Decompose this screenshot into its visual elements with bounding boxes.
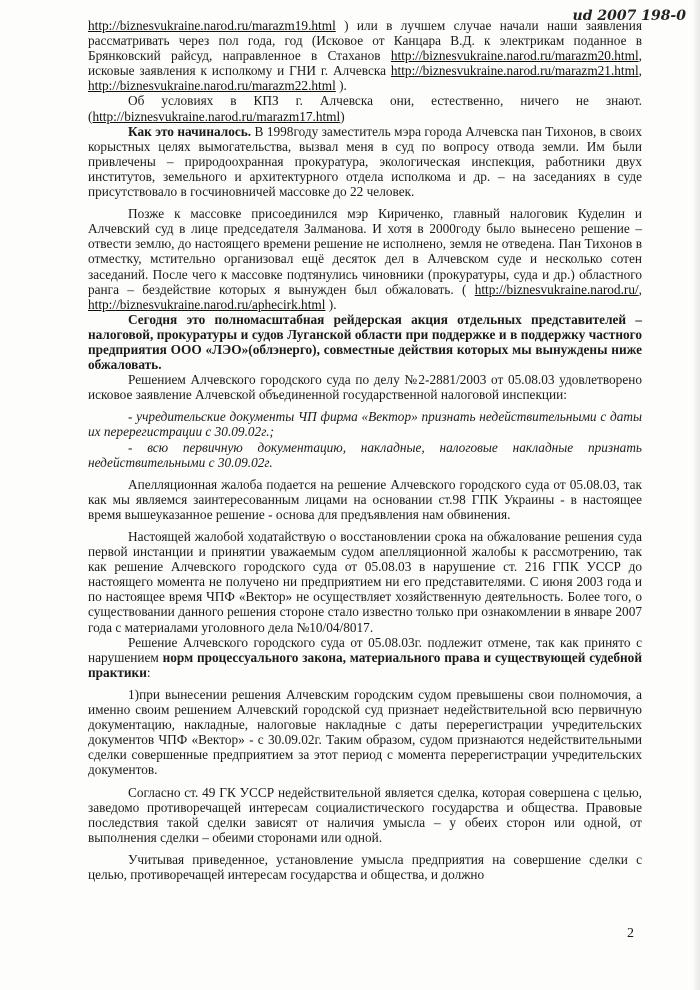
url-link[interactable]: http://biznesvukraine.narod.ru/marazm17.html	[92, 108, 341, 124]
paragraph: http://biznesvukraine.narod.ru/marazm19.html ) или в лучшем случае начали наши заявления рассматривать через пол года, год (Исковое от Канцара В.Д. к электрикам поданное в Брянковский райсуд, направленное в Стаханов http://biznesvukraine.narod.ru/marazm20.html, исковые заявления к исполкому и ГНИ г. Алчевска http://biznesvukraine.narod.ru/marazm21.html, http://biznesvukraine.narod.ru/marazm22.html ).	[88, 18, 642, 94]
section-heading: Как это начиналось.	[128, 123, 252, 139]
document-body	[88, 18, 642, 882]
url-link[interactable]: http://biznesvukraine.narod.ru/aphecirk.html	[88, 296, 326, 312]
page-number: 2	[627, 926, 634, 941]
paragraph: Настоящей жалобой ходатайствую о восстановлении срока на обжалование решения суда первой инстанции и принятии уважаемым судом апелляционной жалобы к рассмотрению, так как решение Алчевского городского суда от 05.08.03 в нарушение ст. 216 ГПК УССР до настоящего момента не получено ни предприятием ни его представителями. С июня 2003 года и по настоящее время ЧПФ «Вектор» не осуществляет хозяйственную деятельность. Более того, о существовании данного решения стороне стало известно только при ознакомлении в январе 2007 года с материалами уголовного дела №10/04/8017.	[88, 529, 642, 635]
url-link[interactable]: http://biznesvukraine.narod.ru/marazm19.html	[88, 18, 336, 33]
paragraph-text: Решение Алчевского городского суда от 05.08.03г. подлежит отмене, так как принято с нарушением	[88, 634, 642, 665]
url-link[interactable]: http://biznesvukraine.narod.ru/marazm20.html	[390, 48, 639, 64]
paragraph: 1)при вынесении решения Алчевским городским судом превышены свои полномочия, а именно своим решением Алчевский городской суд признает недействительной всю первичную документацию, накладные, налоговые накладные с даты перерегистрации учредительских документов ЧПФ «Вектор» - с 30.09.02г. Таким образом, судом признаются недействительными сделки совершенные предприятием за этот период с момента перерегистрации учредительских документов.	[88, 686, 642, 778]
paragraph	[88, 635, 642, 680]
scan-edge-shadow	[692, 0, 700, 990]
paragraph-text: :	[146, 664, 151, 680]
paragraph: Позже к массовке присоединился мэр Кириченко, главный налоговик Куделин и Алчевский суд в лице председателя Залманова. И хотя в 2000году было вынесено решение – отвести землю, до настоящего времени решение не исполнено, земля не отведена. Пан Тихонов в отместку, мстительно организовал ещё десяток дел в Алчевском суде и несколько сотен заседаний. После чего к массовке подтянулись чиновники (прокуратуры, суда и др.) областного ранга – бездействие которых я вынужден был обжаловать. ( http://biznesvukraine.narod.ru/, http://biznesvukraine.narod.ru/aphecirk.html ).	[88, 206, 642, 312]
url-link[interactable]: http://biznesvukraine.narod.ru/marazm22.html	[88, 78, 336, 94]
archive-stamp: ud 2007 198-0	[572, 8, 686, 24]
paragraph: Согласно ст. 49 ГК УССР недействительной является сделка, которая совершена с целью, заведомо противоречащей интересам социалистического государства и общества. Правовые последствия такой сделки зависят от наличия умысла – у обеих сторон или одной, от выполнения сделки – обеими сторонами или одной.	[88, 784, 642, 845]
paragraph: Об условиях в КПЗ г. Алчевска они, естественно, ничего не знают. (http://biznesvukraine.narod.ru/marazm17.html)	[88, 93, 642, 124]
paragraph-text: В 1998году заместитель мэра города Алчевска пан Тихонов, в своих корыстных целях вымогательства, вызвал меня в суд по вопросу отвода земли. Им были привлечены – природоохранная прокуратура, экологическая инспекция, работники двух институтов, земельного и архитектурного отдела исполкома и др. – на заседаниях в суде присутствовало в госчиновничей массовке до 22 человек.	[88, 123, 642, 200]
url-link[interactable]: http://biznesvukraine.narod.ru/	[474, 281, 639, 297]
list-item: - учредительские документы ЧП фирма «Вектор» признать недействительными с даты их перерегистрации с 30.09.02г.;	[88, 409, 642, 440]
url-link[interactable]: http://biznesvukraine.narod.ru/marazm21.html	[390, 63, 639, 79]
paragraph: Апелляционная жалоба подается на решение Алчевского городского суда от 05.08.03, так как мы являемся заинтересованным лицами на основании ст.98 ГПК Украины - в настоящее время вышеуказанное решение - основа для предъявления нам обвинения.	[88, 476, 642, 522]
paragraph	[88, 124, 642, 199]
bold-phrase: норм процессуального закона, материального права и существующей судебной практики	[88, 649, 642, 680]
bold-paragraph: Сегодня это полномасштабная рейдерская акция отдельных представителей – налоговой, прокуратуры и судов Луганской области при поддержке и в поддержку частного предприятия ООО «ЛЭО»(облэнерго), совместные действия которых мы вынуждены ниже обжаловать.	[88, 311, 642, 373]
list-item: - всю первичную документацию, накладные, налоговые накладные признать недействительными с 30.09.02г.	[88, 439, 642, 470]
paragraph: Учитывая приведенное, установление умысла предприятия на совершение сделки с целью, противоречащей интересам государства и общества, и должно	[88, 851, 642, 882]
paragraph: Решением Алчевского городского суда по делу №2-2881/2003 от 05.08.03 удовлетворено исковое заявление Алчевской объединенной государственной налоговой инспекции:	[88, 372, 642, 403]
